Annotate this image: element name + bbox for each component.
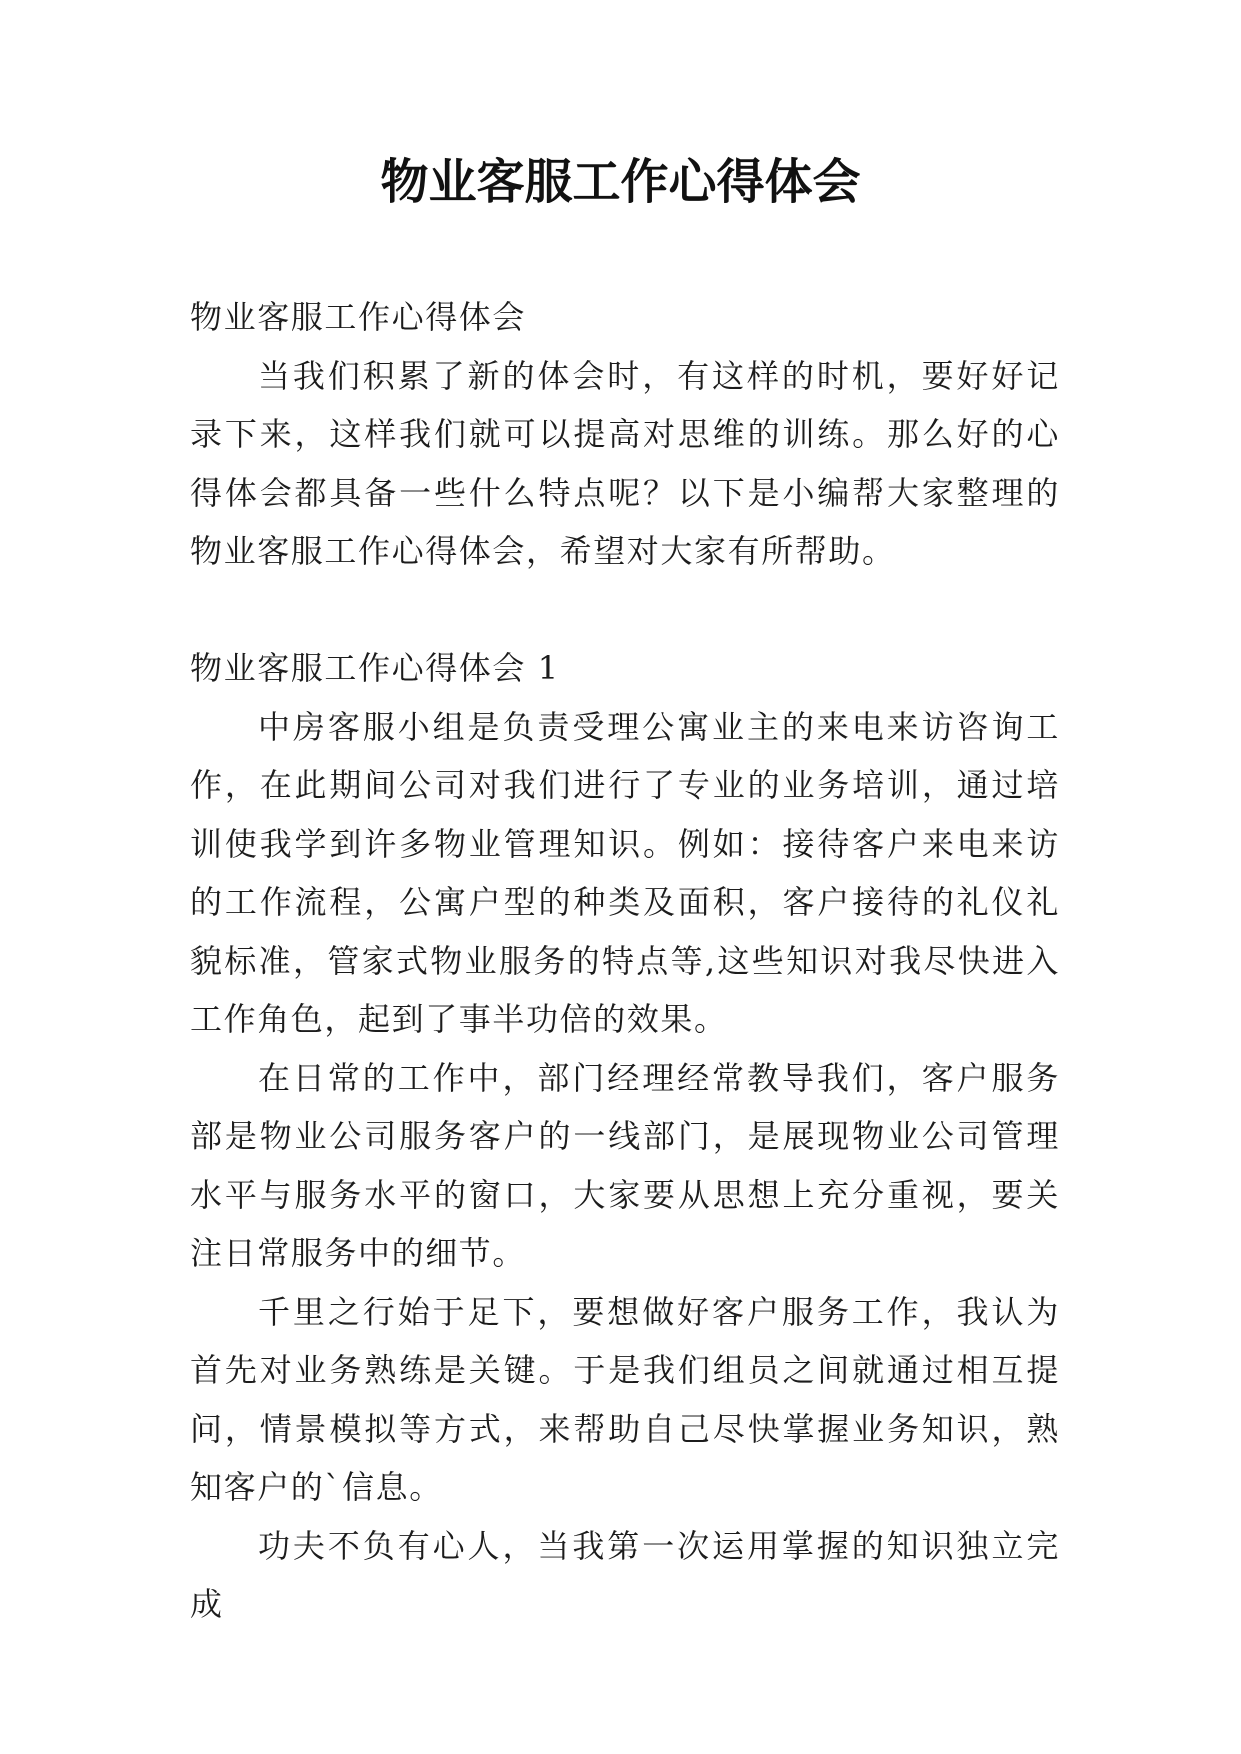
- document-body: [190, 288, 1060, 1634]
- body-paragraph: 中房客服小组是负责受理公寓业主的来电来访咨询工作，在此期间公司对我们进行了专业的业务培训，通过培训使我学到许多物业管理知识。例如：接待客户来电来访的工作流程，公寓户型的种类及面积，客户接待的礼仪礼貌标准，管家式物业服务的特点等,这些知识对我尽快进入工作角色，起到了事半功倍的效果。: [190, 707, 1060, 1038]
- section-heading: 物业客服工作心得体会: [190, 298, 527, 336]
- body-paragraph: 在日常的工作中，部门经理经常教导我们，客户服务部是物业公司服务客户的一线部门，是展现物业公司管理水平与服务水平的窗口，大家要从思想上充分重视，要关注日常服务中的细节。: [190, 1058, 1060, 1272]
- section-heading-1: 物业客服工作心得体会 1: [190, 649, 560, 687]
- body-paragraph: 功夫不负有心人，当我第一次运用掌握的知识独立完成: [190, 1526, 1060, 1623]
- intro-paragraph: 当我们积累了新的体会时，有这样的时机，要好好记录下来，这样我们就可以提高对思维的训练。那么好的心得体会都具备一些什么特点呢？以下是小编帮大家整理的物业客服工作心得体会，希望对大家有所帮助。: [190, 356, 1060, 570]
- body-paragraph: 千里之行始于足下，要想做好客户服务工作，我认为首先对业务熟练是关键。于是我们组员之间就通过相互提问，情景模拟等方式，来帮助自己尽快掌握业务知识，熟知客户的`信息。: [190, 1292, 1060, 1506]
- document-title: 物业客服工作心得体会: [380, 154, 861, 210]
